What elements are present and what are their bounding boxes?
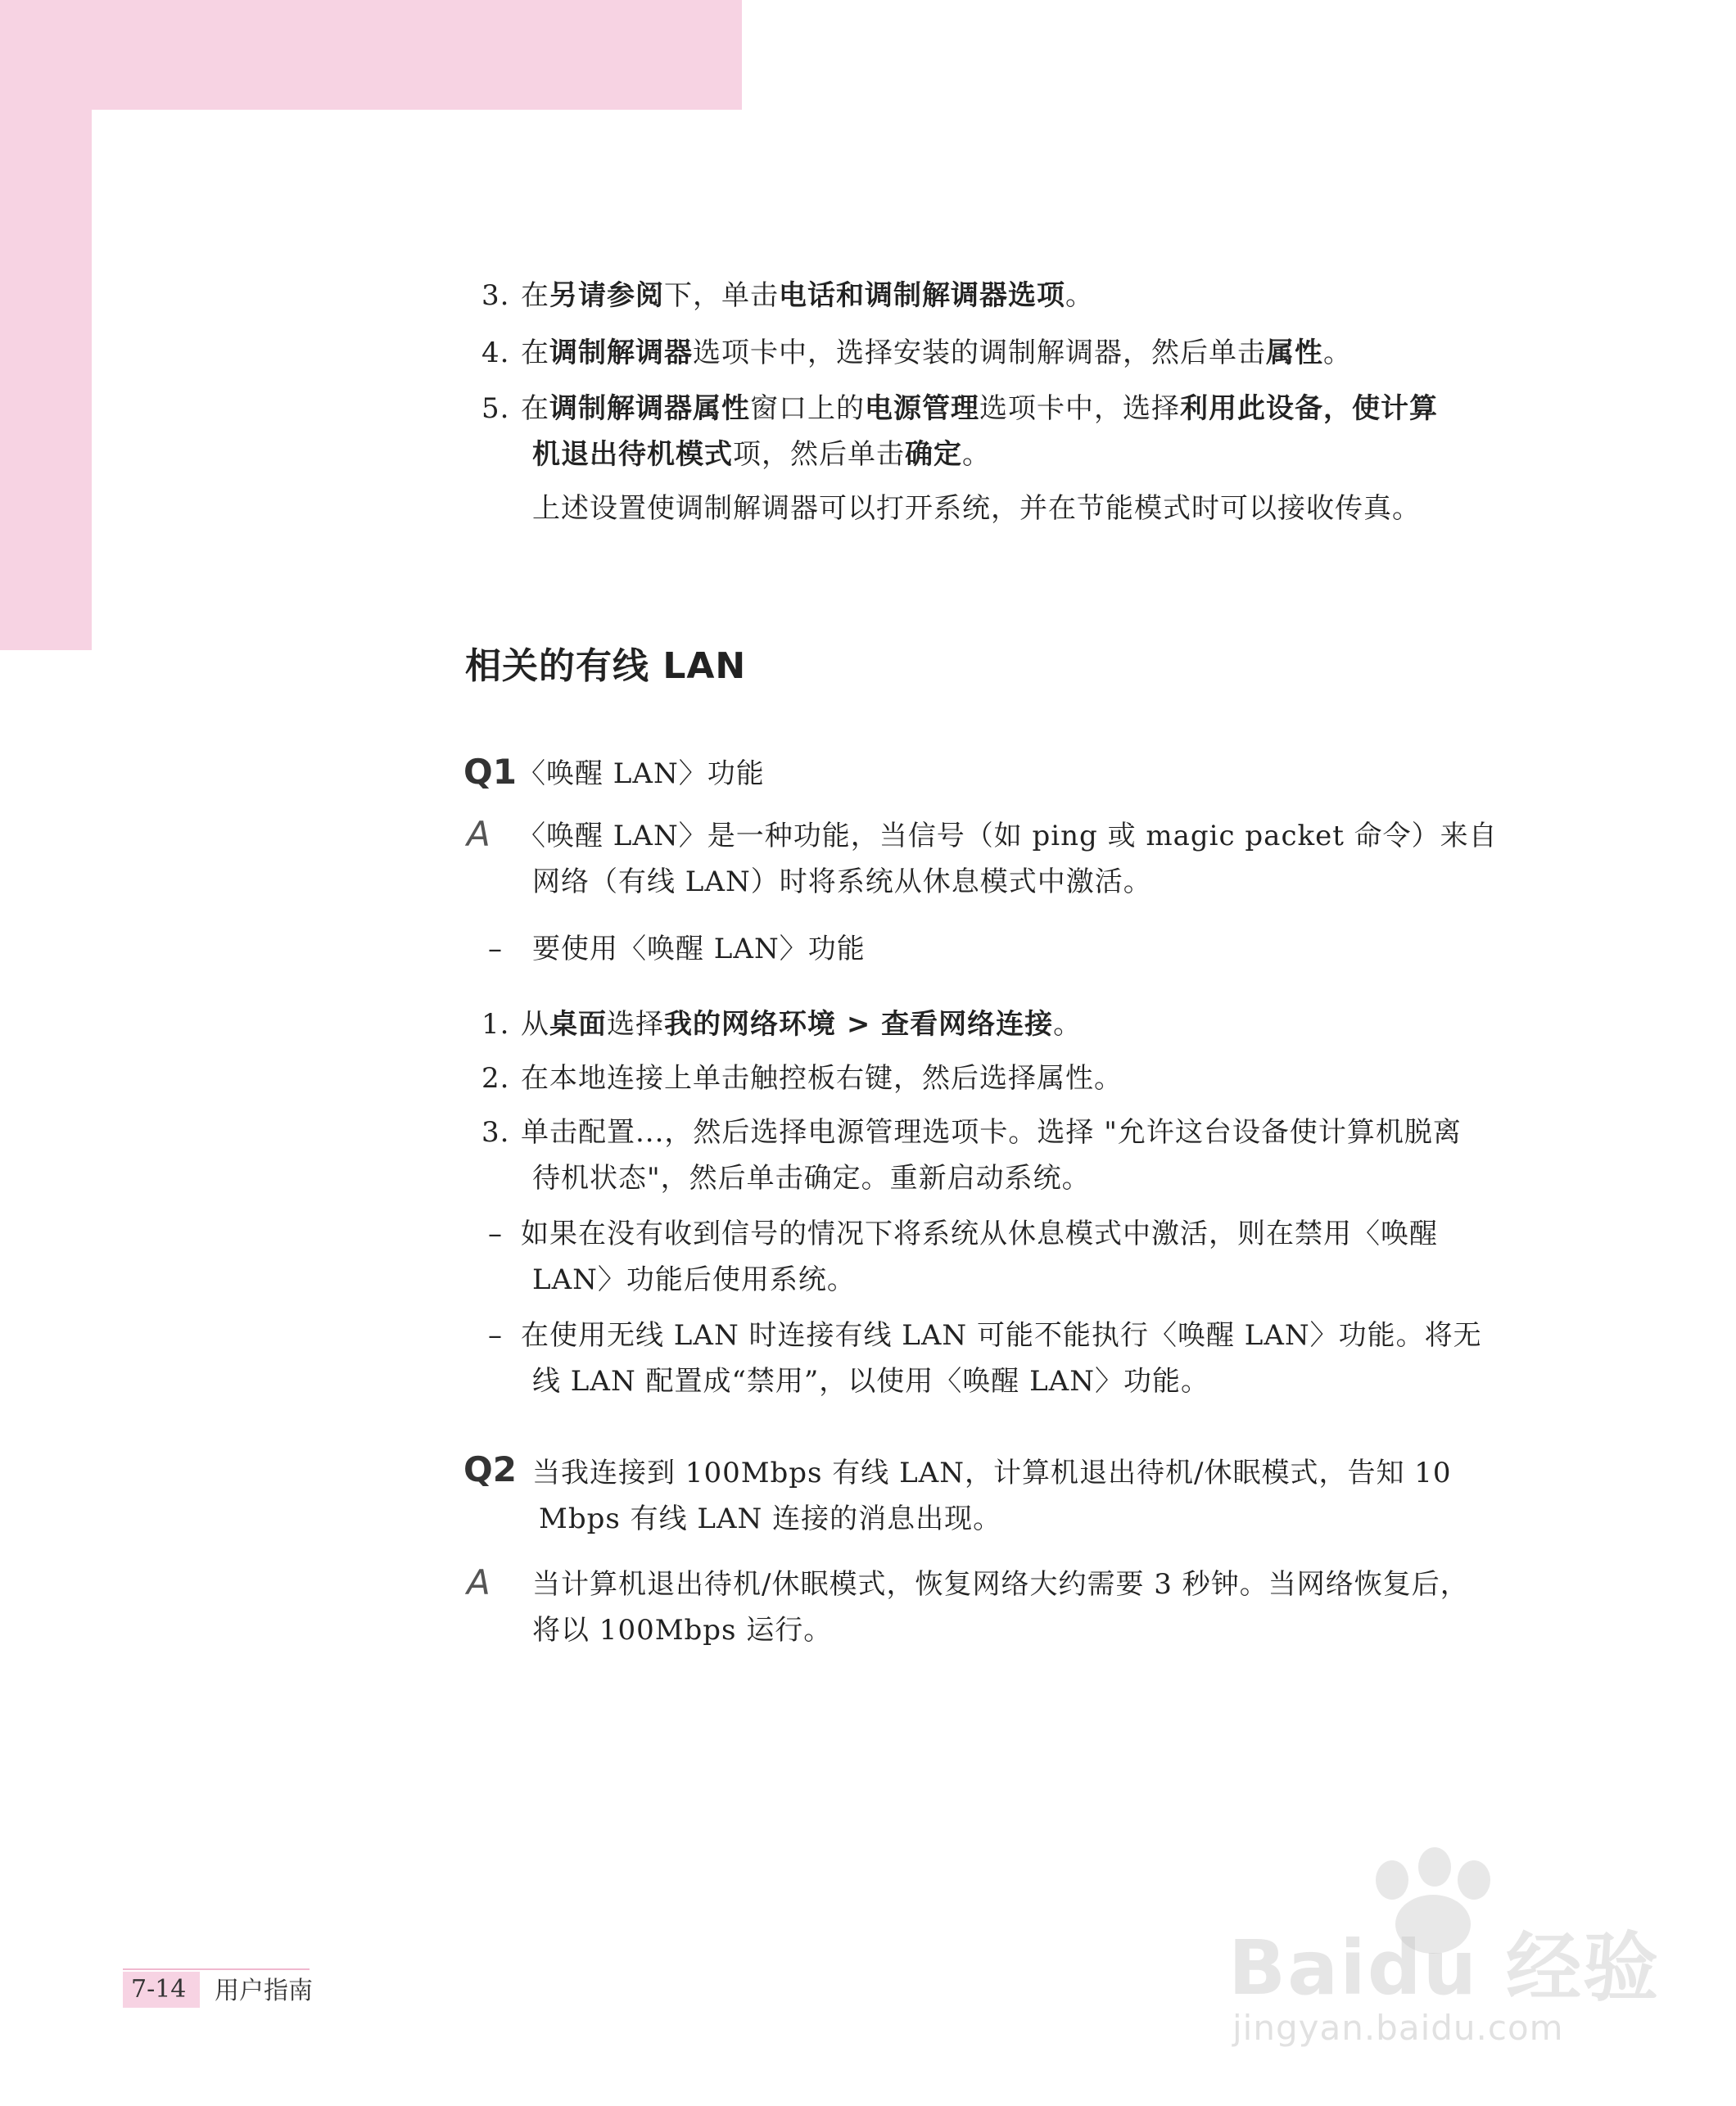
ui-term: 确定 xyxy=(905,438,962,471)
step-text xyxy=(521,275,1094,316)
step-text xyxy=(521,388,1438,429)
question-text: 〈唤醒 LAN〉功能 xyxy=(518,757,765,790)
step-segment: 在本地连接上单击触控板右键，然后选择属性。 xyxy=(521,1062,1123,1095)
note-text: 上述设置使调制解调器可以打开系统，并在节能模式时可以接收传真。 xyxy=(532,492,1421,525)
step-segment: 在 xyxy=(521,337,549,369)
section-heading: 相关的有线 LAN xyxy=(465,645,747,687)
step-segment: 在 xyxy=(521,392,549,425)
footer-rule xyxy=(123,1968,310,1970)
ui-term: 调制解调器 xyxy=(549,337,693,369)
step-segment: 窗口上的 xyxy=(750,392,865,425)
step-number: 3. xyxy=(481,279,510,312)
note-line: LAN〉功能后使用系统。 xyxy=(532,1263,856,1296)
page-number: 7-14 xyxy=(131,1975,187,2004)
footer-label: 用户指南 xyxy=(215,1977,313,2005)
step-number: 5. xyxy=(481,392,510,425)
step-segment: 待机状态"，然后单击确定。重新启动系统。 xyxy=(532,1162,1091,1195)
note-line: 如果在没有收到信号的情况下将系统从休息模式中激活，则在禁用〈唤醒 xyxy=(521,1218,1438,1250)
ui-term: 机退出待机模式 xyxy=(532,438,733,471)
ui-term: 另请参阅 xyxy=(549,279,664,312)
step-segment: 下，单击 xyxy=(664,279,779,312)
note-dash: – xyxy=(488,1218,503,1250)
step-segment: 。 xyxy=(1053,1008,1083,1041)
page-side-band xyxy=(0,110,92,650)
answer-line: 〈唤醒 LAN〉是一种功能，当信号（如 ping 或 magic packet 命令）来自 xyxy=(518,820,1498,852)
answer-line: 网络（有线 LAN）时将系统从休息模式中激活。 xyxy=(532,865,1152,898)
step-number: 2. xyxy=(481,1062,510,1095)
step-number: 3. xyxy=(481,1116,510,1149)
step-text xyxy=(521,1004,1082,1045)
question-marker: Q1 xyxy=(463,752,517,792)
note-dash: – xyxy=(488,1319,503,1352)
question-line: Mbps 有线 LAN 连接的消息出现。 xyxy=(539,1503,1002,1535)
note-line: 线 LAN 配置成“禁用”，以使用〈唤醒 LAN〉功能。 xyxy=(532,1365,1209,1398)
note-line: 在使用无线 LAN 时连接有线 LAN 可能不能执行〈唤醒 LAN〉功能。将无 xyxy=(521,1319,1482,1352)
step-text xyxy=(532,1158,1091,1199)
ui-term: 利用此设备，使计算 xyxy=(1180,392,1438,425)
ui-term: 电话和调制解调器选项 xyxy=(779,279,1065,312)
ui-term: 我的网络环境 > 查看网络连接 xyxy=(664,1008,1054,1041)
step-text xyxy=(521,1112,1462,1153)
watermark-url: jingyan.baidu.com xyxy=(1232,2008,1564,2048)
step-segment: 。 xyxy=(962,438,991,471)
ui-term: 桌面 xyxy=(549,1008,607,1041)
step-text xyxy=(521,332,1352,373)
step-segment: 从 xyxy=(521,1008,549,1041)
answer-marker: A xyxy=(467,1562,491,1602)
sub-dash: – xyxy=(488,933,503,965)
question-line: 当我连接到 100Mbps 有线 LAN，计算机退出待机/休眠模式，告知 10 xyxy=(532,1457,1452,1489)
step-text xyxy=(521,1058,1123,1099)
step-text xyxy=(532,434,991,475)
answer-line: 将以 100Mbps 运行。 xyxy=(532,1614,833,1647)
ui-term: 调制解调器属性 xyxy=(549,392,750,425)
step-segment: 选项卡中，选择 xyxy=(979,392,1180,425)
watermark-brand: Baidu 经验 xyxy=(1228,1924,1661,2012)
step-number: 4. xyxy=(481,337,510,369)
step-segment: 项，然后单击 xyxy=(733,438,905,471)
page-corner-band xyxy=(0,0,742,110)
step-segment: 单击配置...，然后选择电源管理选项卡。选择 "允许这台设备使计算机脱离 xyxy=(521,1116,1462,1149)
ui-term: 电源管理 xyxy=(865,392,979,425)
step-number: 1. xyxy=(481,1008,510,1041)
question-marker: Q2 xyxy=(463,1449,517,1489)
sub-heading: 要使用〈唤醒 LAN〉功能 xyxy=(532,933,866,965)
step-segment: 选择 xyxy=(607,1008,664,1041)
ui-term: 属性 xyxy=(1266,337,1323,369)
step-segment: 。 xyxy=(1065,279,1094,312)
step-segment: 在 xyxy=(521,279,549,312)
step-segment: 选项卡中，选择安装的调制解调器，然后单击 xyxy=(693,337,1266,369)
answer-line: 当计算机退出待机/休眠模式，恢复网络大约需要 3 秒钟。当网络恢复后， xyxy=(532,1568,1469,1601)
answer-marker: A xyxy=(467,814,491,854)
step-segment: 。 xyxy=(1323,337,1352,369)
